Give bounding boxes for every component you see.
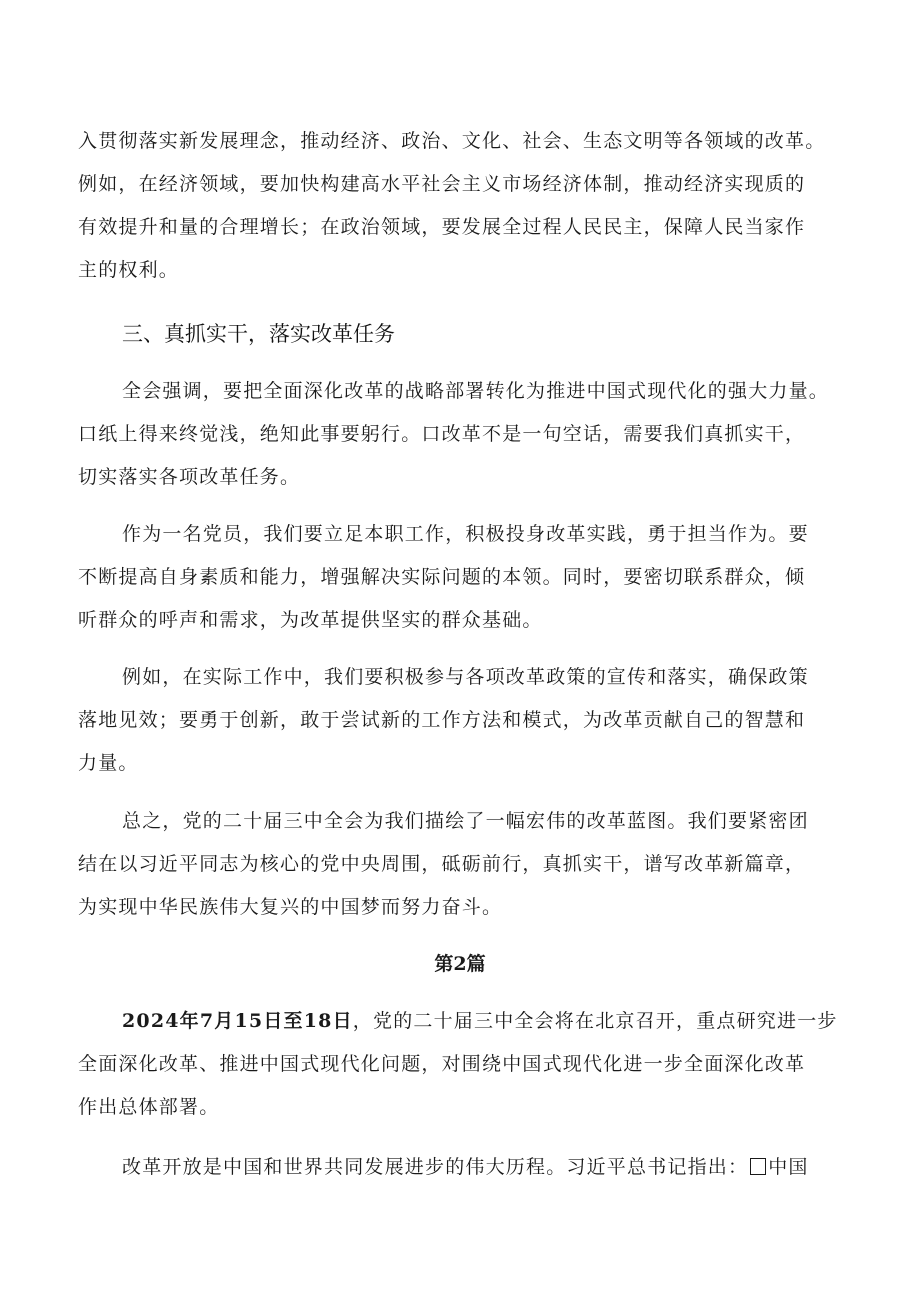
missing-glyph-box-icon [750,1158,766,1175]
paragraph-line: 为实现中华民族伟大复兴的中国梦而努力奋斗。 [78,896,503,918]
article-title: 第2篇 [434,953,486,975]
paragraph-line: 全会强调，要把全面深化改革的战略部署转化为推进中国式现代化的强大力量。 [122,380,830,402]
paragraph-line: 作出总体部署。 [78,1096,220,1118]
paragraph-line: 入贯彻落实新发展理念，推动经济、政治、文化、社会、生态文明等各领域的改革。 [78,130,826,152]
paragraph-line: 例如，在经济领域，要加快构建高水平社会主义市场经济体制，推动经济实现质的 [78,173,806,195]
paragraph-line [122,1008,868,1034]
paragraph-line: 主的权利。 [78,259,180,281]
paragraph-line: 落地见效；要勇于创新，敢于尝试新的工作方法和模式，为改革贡献自己的智慧和 [78,709,806,731]
paragraph-line: 作为一名党员，我们要立足本职工作，积极投身改革实践，勇于担当作为。要 [122,523,809,545]
section-heading: 三、真抓实干，落实改革任务 [122,322,395,346]
paragraph-text: 中国 [768,1156,809,1178]
paragraph-line: 全面深化改革、推进中国式现代化问题，对围绕中国式现代化进一步全面深化改革 [78,1053,806,1075]
paragraph-line: 力量。 [78,752,139,774]
paragraph-line: 不断提高自身素质和能力，增强解决实际问题的本领。同时，要密切联系群众，倾 [78,566,806,588]
paragraph-text: 改革开放是中国和世界共同发展进步的伟大历程。习近平总书记指出： [122,1156,749,1178]
paragraph-text: ，党的二十届三中全会将在北京召开，重点研究进一步 [352,1010,838,1032]
paragraph-line: 听群众的呼声和需求，为改革提供坚实的群众基础。 [78,609,543,631]
paragraph-line: 例如，在实际工作中，我们要积极参与各项改革政策的宣传和落实，确保政策 [122,666,809,688]
paragraph-line [122,1154,868,1180]
date-range: 2024年7月15日至18日 [122,1010,353,1032]
paragraph-line: 总之，党的二十届三中全会为我们描绘了一幅宏伟的改革蓝图。我们要紧密团 [122,810,809,832]
paragraph-line: 切实落实各项改革任务。 [78,466,301,488]
paragraph-line: 结在以习近平同志为核心的党中央周围，砥砺前行，真抓实干，谱写改革新篇章， [78,853,806,875]
paragraph-line: 有效提升和量的合理增长；在政治领域，要发展全过程人民民主，保障人民当家作 [78,216,806,238]
paragraph-line: 口纸上得来终觉浅，绝知此事要躬行。口改革不是一句空话，需要我们真抓实干， [78,423,806,445]
